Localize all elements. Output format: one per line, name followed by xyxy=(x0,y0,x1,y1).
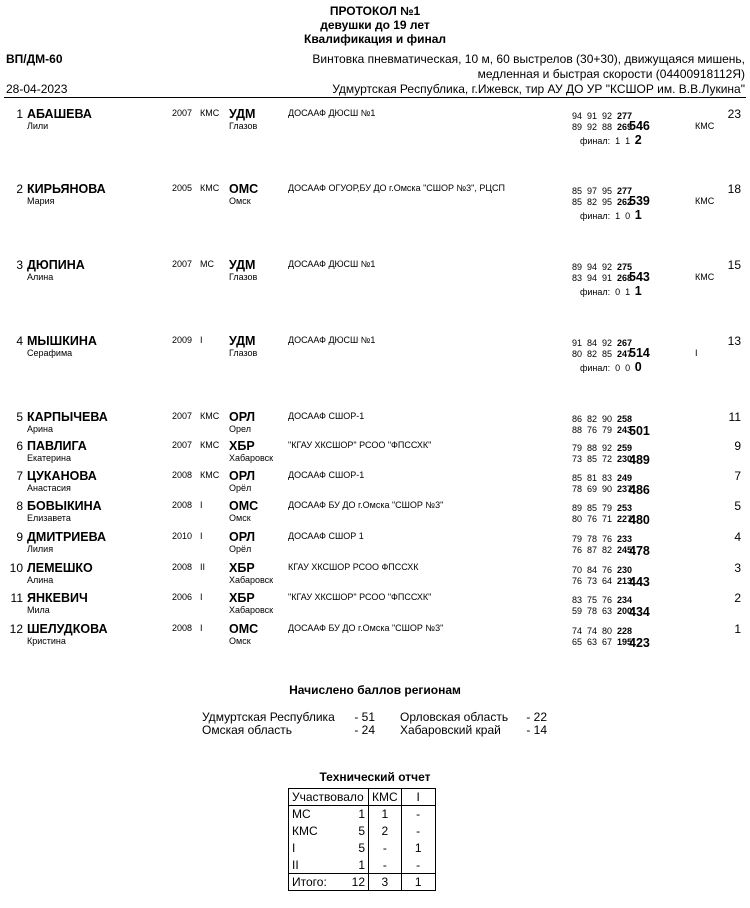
final-score: 0 xyxy=(615,363,621,373)
series-total: 258 xyxy=(617,414,633,424)
tech-report-total: Итого: 12 3 1 xyxy=(289,874,436,891)
qualification-total: 480 xyxy=(629,513,650,527)
final-score: 1 xyxy=(625,136,631,146)
series-fast xyxy=(572,454,632,464)
series-score: 83 xyxy=(602,473,613,483)
series-score: 78 xyxy=(587,606,598,616)
event-date: 28-04-2023 xyxy=(6,82,68,96)
athlete-firstname: Алина xyxy=(27,575,54,585)
club-name: "КГАУ ХКСШОР" РСОО "ФПССХК" xyxy=(288,440,432,450)
athlete-firstname: Екатерина xyxy=(27,453,71,463)
series-score: 90 xyxy=(602,484,613,494)
series-total: 275 xyxy=(617,262,633,272)
series-total: 245 xyxy=(617,545,633,555)
athlete-rank: 9 xyxy=(16,530,23,544)
series-slow xyxy=(572,262,632,272)
series-score: 89 xyxy=(572,122,583,132)
series-total: 269 xyxy=(617,122,633,132)
city: Омск xyxy=(229,196,251,206)
sport-qualification: I xyxy=(200,623,203,633)
club-name: "КГАУ ХКСШОР" РСОО "ФПССХК" xyxy=(288,592,432,602)
series-score: 92 xyxy=(602,262,613,272)
series-score: 76 xyxy=(572,545,583,555)
series-score: 85 xyxy=(602,349,613,359)
sport-qualification: КМС xyxy=(200,440,220,450)
athlete-rank: 8 xyxy=(16,499,23,513)
series-slow xyxy=(572,565,632,575)
protocol-stage: Квалификация и финал xyxy=(304,32,446,46)
athlete-row xyxy=(0,258,750,308)
series-fast xyxy=(572,197,632,207)
region-points-item: Омская область - 24 xyxy=(202,723,375,737)
athlete-firstname: Анастасия xyxy=(27,483,71,493)
series-score: 73 xyxy=(587,576,598,586)
qualification-total: 478 xyxy=(629,544,650,558)
qualification-total: 539 xyxy=(629,194,650,208)
qualification-total: 501 xyxy=(629,424,650,438)
series-score: 78 xyxy=(572,484,583,494)
city: Хабаровск xyxy=(229,605,274,615)
protocol-title: ПРОТОКОЛ №1 xyxy=(329,4,421,18)
birth-year: 2008 xyxy=(172,623,193,633)
region-points-title: Начислено баллов регионам xyxy=(289,683,461,697)
qualification-total: 514 xyxy=(629,346,650,360)
athlete-points: 7 xyxy=(734,469,741,483)
series-score: 76 xyxy=(587,514,598,524)
region-points-item: Орловская область - 22 xyxy=(400,710,547,724)
series-slow xyxy=(572,186,632,196)
final-score: 1 xyxy=(615,136,621,146)
birth-year: 2008 xyxy=(172,470,193,480)
qualification-total: 486 xyxy=(629,483,650,497)
series-score: 76 xyxy=(602,534,613,544)
series-score: 64 xyxy=(602,576,613,586)
final-total: 1 xyxy=(634,284,642,298)
sport-qualification: МС xyxy=(200,259,214,269)
birth-year: 2007 xyxy=(172,411,193,421)
series-total: 268 xyxy=(617,273,633,283)
series-score: 89 xyxy=(572,262,583,272)
series-score: 63 xyxy=(587,637,598,647)
series-slow xyxy=(572,626,632,636)
series-score: 79 xyxy=(602,503,613,513)
series-score: 88 xyxy=(602,122,613,132)
series-score: 87 xyxy=(587,545,598,555)
series-score: 71 xyxy=(602,514,613,524)
birth-year: 2006 xyxy=(172,592,193,602)
sport-qualification: КМС xyxy=(200,470,220,480)
athlete-surname: КАРПЫЧЕВА xyxy=(27,410,108,424)
series-score: 92 xyxy=(602,338,613,348)
athlete-points: 1 xyxy=(734,622,741,636)
series-score: 94 xyxy=(587,262,598,272)
rank-achieved: КМС xyxy=(695,121,715,131)
region-points-item: Удмуртская Республика - 51 xyxy=(202,710,375,724)
final-label: финал: xyxy=(580,136,611,146)
rank-achieved: КМС xyxy=(695,272,715,282)
final-result xyxy=(580,133,642,147)
region-code: ОРЛ xyxy=(229,530,256,544)
series-score: 88 xyxy=(587,443,598,453)
region-code: ОРЛ xyxy=(229,469,256,483)
series-fast xyxy=(572,637,632,647)
city: Омск xyxy=(229,513,251,523)
series-total: 233 xyxy=(617,534,633,544)
athlete-points: 11 xyxy=(728,410,741,424)
series-slow xyxy=(572,443,632,453)
club-name: ДОСААФ БУ ДО г.Омска "СШОР №3" xyxy=(288,500,444,510)
series-score: 76 xyxy=(602,565,613,575)
sport-qualification: КМС xyxy=(200,108,220,118)
series-score: 82 xyxy=(587,197,598,207)
series-score: 74 xyxy=(572,626,583,636)
tech-report-row: МС 1 1 - xyxy=(289,806,436,823)
series-fast xyxy=(572,545,632,555)
series-score: 80 xyxy=(602,626,613,636)
series-fast xyxy=(572,484,632,494)
final-score: 1 xyxy=(625,287,631,297)
series-total: 213 xyxy=(617,576,633,586)
series-score: 85 xyxy=(572,197,583,207)
series-score: 85 xyxy=(572,186,583,196)
series-total: 230 xyxy=(617,565,633,575)
series-total: 243 xyxy=(617,425,633,435)
series-score: 94 xyxy=(572,111,583,121)
qualification-total: 546 xyxy=(629,119,650,133)
tech-report-header: Участвовало КМС I xyxy=(289,789,436,806)
athlete-surname: МЫШКИНА xyxy=(27,334,97,348)
series-score: 81 xyxy=(587,473,598,483)
athlete-rank: 3 xyxy=(16,258,23,272)
event-code: ВП/ДМ-60 xyxy=(6,52,63,66)
club-name: КГАУ ХКСШОР РСОО ФПССХК xyxy=(288,562,419,572)
series-fast xyxy=(572,349,632,359)
athlete-rank: 6 xyxy=(16,439,23,453)
qualification-total: 489 xyxy=(629,453,650,467)
series-total: 267 xyxy=(617,338,633,348)
series-fast xyxy=(572,576,632,586)
city: Глазов xyxy=(229,121,258,131)
club-name: ДОСААФ СШОР-1 xyxy=(288,411,365,421)
series-score: 79 xyxy=(602,425,613,435)
athlete-row xyxy=(0,334,750,384)
series-score: 83 xyxy=(572,273,583,283)
series-score: 95 xyxy=(602,186,613,196)
athlete-firstname: Кристина xyxy=(27,636,66,646)
birth-year: 2010 xyxy=(172,531,193,541)
athlete-surname: ЯНКЕВИЧ xyxy=(27,591,88,605)
final-score: 0 xyxy=(625,211,631,221)
tech-report-row: II 1 - - xyxy=(289,857,436,874)
series-total: 237 xyxy=(617,484,633,494)
sport-qualification: I xyxy=(200,335,203,345)
series-score: 82 xyxy=(602,545,613,555)
series-score: 85 xyxy=(587,503,598,513)
series-score: 91 xyxy=(572,338,583,348)
series-score: 73 xyxy=(572,454,583,464)
athlete-points: 3 xyxy=(734,561,741,575)
series-score: 75 xyxy=(587,595,598,605)
final-label: финал: xyxy=(580,363,611,373)
series-score: 86 xyxy=(572,414,583,424)
region-code: ХБР xyxy=(229,591,255,605)
region-code: УДМ xyxy=(229,107,256,121)
series-total: 262 xyxy=(617,197,633,207)
series-score: 59 xyxy=(572,606,583,616)
athlete-surname: ДЮПИНА xyxy=(27,258,85,272)
series-score: 89 xyxy=(572,503,583,513)
birth-year: 2009 xyxy=(172,335,193,345)
final-score: 1 xyxy=(615,211,621,221)
series-score: 78 xyxy=(587,534,598,544)
series-score: 63 xyxy=(602,606,613,616)
series-score: 97 xyxy=(587,186,598,196)
athlete-firstname: Алина xyxy=(27,272,54,282)
series-total: 195 xyxy=(617,637,633,647)
final-score: 0 xyxy=(625,363,631,373)
series-score: 85 xyxy=(572,473,583,483)
discipline-line-1: Винтовка пневматическая, 10 м, 60 выстрелов (30+30), движущаяся мишень, xyxy=(312,52,745,66)
qualification-total: 434 xyxy=(629,605,650,619)
athlete-surname: ПАВЛИГА xyxy=(27,439,87,453)
series-total: 228 xyxy=(617,626,633,636)
final-label: финал: xyxy=(580,287,611,297)
athlete-points: 15 xyxy=(727,258,741,272)
athlete-points: 23 xyxy=(727,107,741,121)
series-total: 230 xyxy=(617,454,633,464)
birth-year: 2008 xyxy=(172,500,193,510)
series-total: 234 xyxy=(617,595,633,605)
city: Глазов xyxy=(229,272,258,282)
series-slow xyxy=(572,595,632,605)
header-divider xyxy=(4,97,746,98)
region-code: ХБР xyxy=(229,561,255,575)
athlete-rank: 1 xyxy=(16,107,23,121)
athlete-rank: 12 xyxy=(9,622,23,636)
series-score: 70 xyxy=(572,565,583,575)
series-score: 72 xyxy=(602,454,613,464)
region-code: УДМ xyxy=(229,334,256,348)
final-result xyxy=(580,208,642,222)
series-score: 65 xyxy=(572,637,583,647)
athlete-row xyxy=(0,182,750,232)
sport-qualification: I xyxy=(200,592,203,602)
series-score: 82 xyxy=(587,414,598,424)
final-total: 2 xyxy=(634,133,642,147)
series-score: 80 xyxy=(572,349,583,359)
athlete-rank: 10 xyxy=(9,561,23,575)
series-total: 227 xyxy=(617,514,633,524)
region-code: ОРЛ xyxy=(229,410,256,424)
qualification-total: 543 xyxy=(629,270,650,284)
club-name: ДОСААФ БУ ДО г.Омска "СШОР №3" xyxy=(288,623,444,633)
athlete-points: 2 xyxy=(734,591,741,605)
final-result xyxy=(580,360,642,374)
tech-report-title: Технический отчет xyxy=(319,770,431,784)
final-total: 0 xyxy=(634,360,642,374)
sport-qualification: I xyxy=(200,500,203,510)
athlete-surname: ЛЕМЕШКО xyxy=(27,561,93,575)
athlete-surname: ШЕЛУДКОВА xyxy=(27,622,108,636)
series-fast xyxy=(572,273,632,283)
series-total: 277 xyxy=(617,186,633,196)
city: Хабаровск xyxy=(229,575,274,585)
series-score: 76 xyxy=(587,425,598,435)
athlete-rank: 4 xyxy=(16,334,23,348)
athlete-row xyxy=(0,622,750,672)
club-name: ДОСААФ ДЮСШ №1 xyxy=(288,335,376,345)
venue: Удмуртская Республика, г.Ижевск, тир АУ ДО УР "КСШОР им. В.В.Лукина" xyxy=(332,82,745,96)
series-slow xyxy=(572,111,632,121)
athlete-points: 13 xyxy=(727,334,741,348)
rank-achieved: I xyxy=(695,348,698,358)
athlete-rank: 11 xyxy=(10,591,23,605)
series-score: 84 xyxy=(587,565,598,575)
series-total: 249 xyxy=(617,473,633,483)
series-slow xyxy=(572,414,632,424)
athlete-surname: ЦУКАНОВА xyxy=(27,469,97,483)
region-code: ХБР xyxy=(229,439,255,453)
athlete-points: 18 xyxy=(727,182,741,196)
tech-report-table xyxy=(288,788,436,891)
series-score: 85 xyxy=(587,454,598,464)
series-total: 277 xyxy=(617,111,633,121)
athlete-rank: 2 xyxy=(16,182,23,196)
region-points-right xyxy=(400,711,547,737)
athlete-firstname: Мария xyxy=(27,196,55,206)
athlete-firstname: Арина xyxy=(27,424,54,434)
region-points-item: Хабаровский край - 14 xyxy=(400,723,547,737)
athlete-surname: ДМИТРИЕВА xyxy=(27,530,107,544)
tech-report-row: I 5 - 1 xyxy=(289,840,436,857)
city: Орел xyxy=(229,424,251,434)
series-score: 90 xyxy=(602,414,613,424)
athlete-surname: КИРЬЯНОВА xyxy=(27,182,106,196)
final-total: 1 xyxy=(634,208,642,222)
tech-report-row: КМС 5 2 - xyxy=(289,823,436,840)
athlete-points: 9 xyxy=(734,439,741,453)
city: Орёл xyxy=(229,544,252,554)
series-score: 82 xyxy=(587,349,598,359)
series-score: 69 xyxy=(587,484,598,494)
city: Омск xyxy=(229,636,251,646)
region-points-left xyxy=(202,711,375,737)
series-score: 67 xyxy=(602,637,613,647)
series-score: 88 xyxy=(572,425,583,435)
birth-year: 2005 xyxy=(172,183,193,193)
series-fast xyxy=(572,514,632,524)
athlete-rank: 5 xyxy=(16,410,23,424)
series-score: 76 xyxy=(602,595,613,605)
series-score: 92 xyxy=(602,111,613,121)
discipline-description xyxy=(225,52,745,82)
final-result xyxy=(580,284,642,298)
athlete-surname: АБАШЕВА xyxy=(27,107,92,121)
athlete-firstname: Мила xyxy=(27,605,50,615)
final-score: 0 xyxy=(615,287,621,297)
sport-qualification: КМС xyxy=(200,183,220,193)
series-score: 79 xyxy=(572,443,583,453)
sport-qualification: I xyxy=(200,531,203,541)
series-fast xyxy=(572,425,632,435)
region-code: ОМС xyxy=(229,182,259,196)
rank-achieved: КМС xyxy=(695,196,715,206)
birth-year: 2007 xyxy=(172,259,193,269)
city: Глазов xyxy=(229,348,258,358)
final-label: финал: xyxy=(580,211,611,221)
city: Хабаровск xyxy=(229,453,274,463)
athlete-firstname: Лили xyxy=(27,121,49,131)
series-score: 92 xyxy=(602,443,613,453)
series-total: 253 xyxy=(617,503,633,513)
series-score: 83 xyxy=(572,595,583,605)
series-score: 76 xyxy=(572,576,583,586)
club-name: ДОСААФ СШОР-1 xyxy=(288,470,365,480)
birth-year: 2007 xyxy=(172,108,193,118)
athlete-firstname: Серафима xyxy=(27,348,73,358)
athlete-rank: 7 xyxy=(16,469,23,483)
club-name: ДОСААФ ДЮСШ №1 xyxy=(288,259,376,269)
series-score: 80 xyxy=(572,514,583,524)
sport-qualification: КМС xyxy=(200,411,220,421)
series-slow xyxy=(572,534,632,544)
qualification-total: 423 xyxy=(629,636,650,650)
series-score: 91 xyxy=(587,111,598,121)
club-name: ДОСААФ ОГУОР,БУ ДО г.Омска "СШОР №3", РЦСП xyxy=(288,183,506,193)
series-total: 200 xyxy=(617,606,633,616)
athlete-firstname: Лилия xyxy=(27,544,54,554)
series-fast xyxy=(572,606,632,616)
sport-qualification: II xyxy=(200,562,206,572)
series-slow xyxy=(572,503,632,513)
athlete-surname: БОВЫКИНА xyxy=(27,499,102,513)
qualification-total: 443 xyxy=(629,575,650,589)
series-score: 79 xyxy=(572,534,583,544)
region-code: ОМС xyxy=(229,499,259,513)
athlete-points: 5 xyxy=(734,499,741,513)
athlete-firstname: Елизавета xyxy=(27,513,71,523)
athlete-row xyxy=(0,107,750,157)
region-code: УДМ xyxy=(229,258,256,272)
discipline-line-2: медленная и быстрая скорости (04400918112Я) xyxy=(477,67,745,81)
series-score: 91 xyxy=(602,273,613,283)
city: Орёл xyxy=(229,483,252,493)
series-fast xyxy=(572,122,632,132)
birth-year: 2008 xyxy=(172,562,193,572)
club-name: ДОСААФ ДЮСШ №1 xyxy=(288,108,376,118)
protocol-subtitle: девушки до 19 лет xyxy=(320,18,430,32)
series-total: 247 xyxy=(617,349,633,359)
series-slow xyxy=(572,473,632,483)
series-total: 259 xyxy=(617,443,633,453)
birth-year: 2007 xyxy=(172,440,193,450)
series-score: 92 xyxy=(587,122,598,132)
series-score: 74 xyxy=(587,626,598,636)
series-score: 94 xyxy=(587,273,598,283)
series-slow xyxy=(572,338,632,348)
athlete-points: 4 xyxy=(734,530,741,544)
club-name: ДОСААФ СШОР 1 xyxy=(288,531,364,541)
series-score: 84 xyxy=(587,338,598,348)
series-score: 95 xyxy=(602,197,613,207)
region-code: ОМС xyxy=(229,622,259,636)
